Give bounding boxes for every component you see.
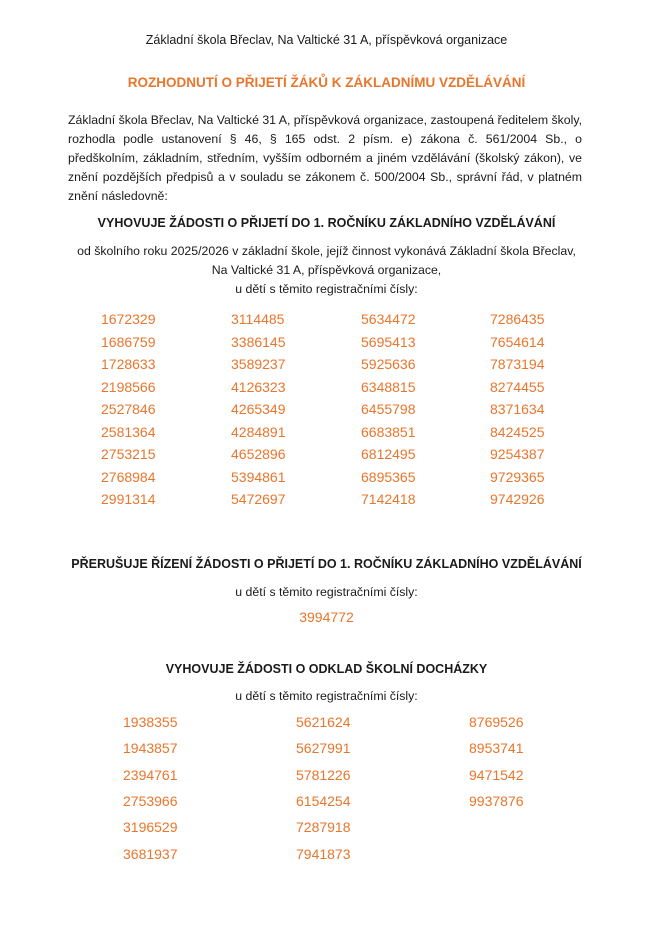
section1-registration-number: 4284891	[231, 423, 286, 440]
section1-registration-number: 5472697	[231, 491, 286, 507]
section1-registration-number: 3589237	[231, 356, 286, 372]
section1-registration-number: 5925636	[361, 356, 416, 372]
section3-registration-number: 5627991	[296, 740, 351, 757]
section1-registration-number: 6455798	[361, 401, 416, 417]
section1-registration-number: 1686759	[101, 333, 156, 350]
section3-registration-number: 1943857	[123, 740, 178, 757]
section3-registration-number: 2753966	[123, 792, 178, 809]
section3-registration-number: 5621624	[296, 714, 351, 730]
section1-registration-number: 5634472	[361, 311, 416, 327]
section3-registration-number: 6154254	[296, 792, 351, 809]
section1-registration-number: 1672329	[101, 311, 156, 327]
section1-registration-number: 8424525	[490, 423, 545, 440]
section1-registration-number: 1728633	[101, 356, 156, 372]
section1-registration-number: 3114485	[231, 311, 285, 327]
section1-registration-number: 4126323	[231, 378, 286, 395]
section1-registration-number: 9254387	[490, 446, 545, 462]
section3-line: u dětí s těmito registračními čísly:	[235, 689, 418, 703]
section1-line2: Na Valtické 31 A, příspěvková organizace,	[211, 263, 442, 277]
section1-registration-number: 7654614	[490, 333, 545, 350]
section1-registration-number: 5394861	[231, 468, 286, 485]
section3-registration-number: 8953741	[469, 740, 524, 757]
section1-registration-number: 8274455	[490, 378, 545, 395]
decision-title: ROZHODNUTÍ O PŘIJETÍ ŽÁKŮ K ZÁKLADNÍMU VZDĚLÁVÁNÍ	[127, 75, 526, 90]
section3-heading: VYHOVUJE ŽÁDOSTI O ODKLAD ŠKOLNÍ DOCHÁZKY	[165, 662, 488, 676]
section3-registration-number: 7941873	[296, 845, 351, 862]
section1-registration-number: 4265349	[231, 401, 286, 417]
section3-registration-number: 8769526	[469, 714, 524, 730]
section2-number: 3994772	[299, 609, 354, 625]
section1-registration-number: 2581364	[101, 423, 156, 440]
section1-registration-number: 6683851	[361, 423, 416, 440]
section3-registration-number: 5781226	[296, 766, 351, 783]
section3-registration-number: 2394761	[123, 766, 178, 783]
section1-registration-number: 7873194	[490, 356, 545, 372]
section1-registration-number: 9742926	[490, 491, 545, 507]
section3-registration-number: 1938355	[123, 714, 178, 730]
section1-registration-number: 2527846	[101, 401, 156, 417]
section3-registration-number: 9937876	[469, 792, 524, 809]
section1-registration-number: 6348815	[361, 378, 416, 395]
section1-registration-number: 9729365	[490, 468, 545, 485]
section1-line1: od školního roku 2025/2026 v základní škole, jejíž činnost vykonává Základní škola Břeclav,	[77, 244, 576, 258]
section2-heading: PŘERUŠUJE ŘÍZENÍ ŽÁDOSTI O PŘIJETÍ DO 1. ROČNÍKU ZÁKLADNÍHO VZDĚLÁVÁNÍ	[71, 557, 582, 571]
section1-registration-number: 7142418	[361, 491, 416, 507]
section1-heading: VYHOVUJE ŽÁDOSTI O PŘIJETÍ DO 1. ROČNÍKU ZÁKLADNÍHO VZDĚLÁVÁNÍ	[97, 216, 556, 230]
school-header: Základní škola Břeclav, Na Valtické 31 A, příspěvková organizace	[145, 33, 508, 47]
section1-line3: u dětí s těmito registračními čísly:	[235, 282, 418, 296]
section1-registration-number: 8371634	[490, 401, 545, 417]
section1-registration-number: 2753215	[101, 446, 156, 462]
section1-registration-number: 3386145	[231, 333, 286, 350]
section1-registration-number: 5695413	[361, 333, 416, 350]
section1-registration-number: 6812495	[361, 446, 416, 462]
section3-registration-number: 3196529	[123, 819, 178, 836]
section3-registration-number: 9471542	[469, 766, 524, 783]
section1-registration-number: 7286435	[490, 311, 545, 327]
section1-registration-number: 2198566	[101, 378, 156, 395]
section1-registration-number: 2991314	[101, 491, 156, 507]
section3-registration-number: 3681937	[123, 845, 178, 862]
section2-line: u dětí s těmito registračními čísly:	[235, 585, 418, 599]
intro-paragraph: Základní škola Břeclav, Na Valtické 31 A, příspěvková organizace, zastoupená ředitelem školy, rozhodla podle ustanovení § 46, § 165 odst. 2 písm. e) zákona č. 561/2004 Sb., o předškolním, základním, středním, vyšším odborném a jiném vzdělávání (školský zákon), ve znění pozdějších předpisů a v souladu se zákonem č. 500/2004 Sb., správní řád, v platném znění následovně:	[68, 113, 582, 203]
section1-registration-number: 4652896	[231, 446, 286, 462]
section3-registration-number: 7287918	[296, 819, 351, 836]
section1-registration-number: 6895365	[361, 468, 416, 485]
section1-registration-number: 2768984	[101, 468, 156, 485]
